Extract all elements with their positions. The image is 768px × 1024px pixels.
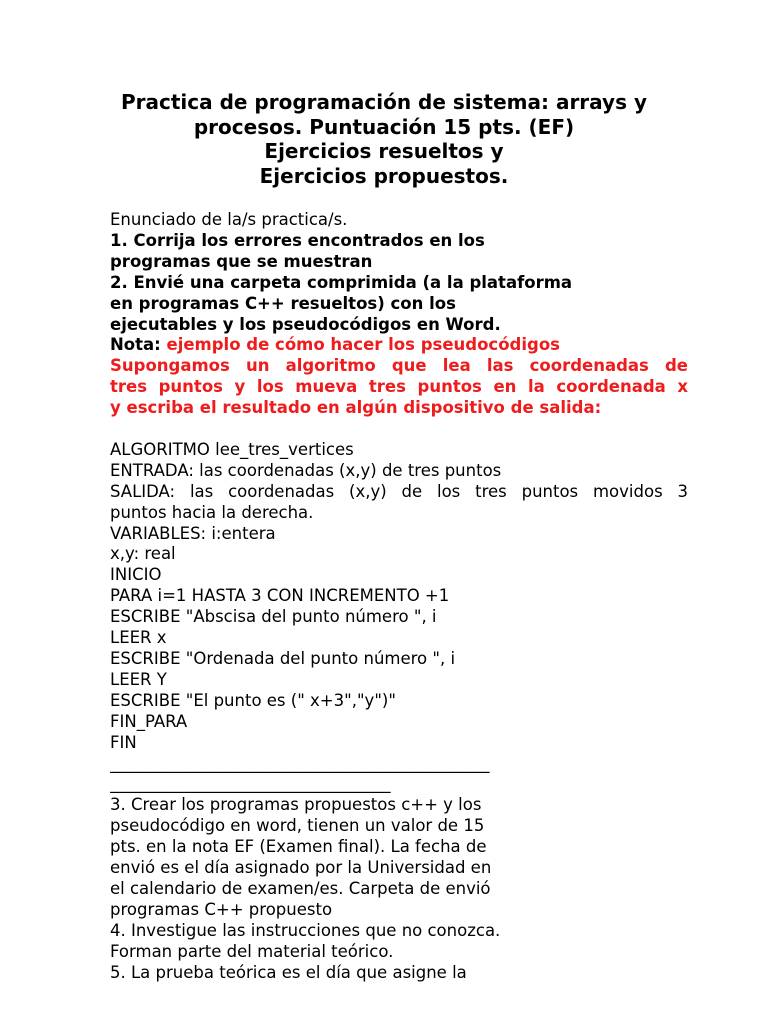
item-1-line-2: programas que se muestran — [110, 251, 373, 271]
algorithm-line-5: VARIABLES: i:entera — [110, 523, 276, 543]
title-line-4: Ejercicios propuestos. — [259, 163, 509, 188]
item-1-line-1: 1. Corrija los errores encontrados en los — [110, 230, 485, 250]
algorithm-line-1: ALGORITMO lee_tres_vertices — [110, 439, 354, 459]
item-2-line-2: en programas C++ resueltos) con los — [110, 293, 456, 313]
algorithm-line-2: ENTRADA: las coordenadas (x,y) de tres puntos — [110, 460, 502, 480]
algorithm-line-3: SALIDA: las coordenadas (x,y) de los tres puntos movidos 3 — [110, 481, 688, 501]
algorithm-line-9: ESCRIBE "Abscisa del punto número ", i — [110, 607, 437, 627]
item-4-line-1: 4. Investigue las instrucciones que no conozca. — [110, 920, 501, 940]
item-3-line-6: programas C++ propuesto — [110, 899, 333, 919]
item-3-line-5: el calendario de examen/es. Carpeta de envió — [110, 878, 491, 898]
document-body — [110, 210, 688, 983]
algorithm-line-6: x,y: real — [110, 544, 176, 564]
item-2-line-3: ejecutables y los pseudocódigos en Word. — [110, 314, 501, 334]
title-line-3: Ejercicios resueltos y — [264, 139, 504, 163]
item-3-line-3: pts. en la nota EF (Examen final). La fecha de — [110, 837, 487, 857]
item-3-line-1: 3. Crear los programas propuestos c++ y los — [110, 795, 482, 815]
separator-rule-1: ______________________________________________ — [110, 753, 490, 773]
algorithm-line-12: LEER Y — [110, 669, 167, 689]
nota-line — [110, 335, 688, 356]
item-3-line-2: pseudocódigo en word, tienen un valor de 15 — [110, 816, 485, 836]
item-2-line-1: 2. Envié una carpeta comprimida (a la plataforma — [110, 272, 573, 292]
document-title — [0, 90, 768, 188]
example-line-1: Supongamos un algoritmo que lea las coordenadas de — [110, 356, 688, 376]
nota-text: ejemplo de cómo hacer los pseudocódigos — [160, 335, 560, 355]
example-line-2: tres puntos y los mueva tres puntos en la coordenada x — [110, 377, 688, 397]
algorithm-line-14: FIN_PARA — [110, 711, 188, 731]
algorithm-line-7: INICIO — [110, 565, 162, 585]
algorithm-line-10: LEER x — [110, 628, 167, 648]
algorithm-line-11: ESCRIBE "Ordenada del punto número ", i — [110, 649, 456, 669]
item-4-line-2: Forman parte del material teórico. — [110, 941, 394, 961]
nota-label: Nota: — [110, 335, 161, 355]
algorithm-line-4: puntos hacia la derecha. — [110, 502, 314, 522]
algorithm-line-15: FIN — [110, 732, 137, 752]
algorithm-line-8: PARA i=1 HASTA 3 CON INCREMENTO +1 — [110, 586, 450, 606]
title-line-1: Practica de programación de sistema: arrays y — [120, 90, 647, 114]
spacer — [110, 419, 688, 440]
separator-rule-2: __________________________________ — [110, 774, 391, 794]
enunciado-heading: Enunciado de la/s practica/s. — [110, 210, 348, 229]
title-line-2: procesos. Puntuación 15 pts. (EF) — [193, 114, 575, 139]
algorithm-line-13: ESCRIBE "El punto es (" x+3","y")" — [110, 690, 396, 710]
example-line-3: y escriba el resultado en algún dispositivo de salida: — [110, 398, 602, 418]
item-3-line-4: envió es el día asignado por la Universidad en — [110, 858, 492, 878]
item-5-line-1: 5. La prueba teórica es el día que asigne la — [110, 962, 467, 982]
